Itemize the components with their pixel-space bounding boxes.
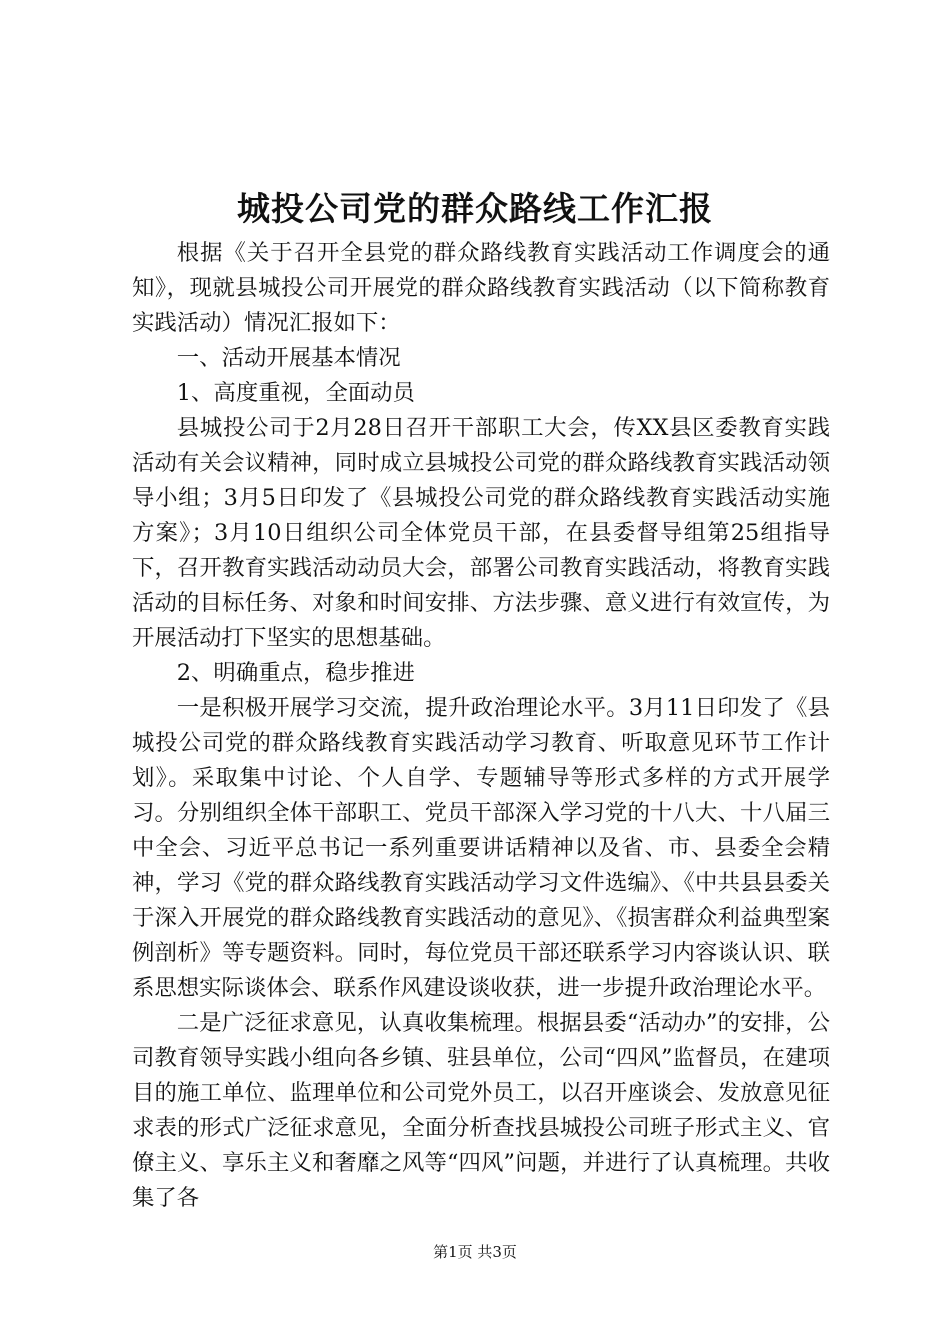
document-title: 城投公司党的群众路线工作汇报 — [237, 189, 713, 228]
paragraph-opinions: 二是广泛征求意见，认真收集梳理。根据县委“活动办”的安排，公司教育领导实践小组向各乡镇、驻县单位，公司“四风”监督员，在建项目的施工单位、监理单位和公司党外员工，以召开座谈会、发放意见征求表的形式广泛征求意见，全面分析查找县城投公司班子形式主义、官僚主义、享乐主义和奢靡之风等“四风”问题，并进行了认真梳理。共收集了各 — [132, 1010, 830, 1211]
heading-section-1: 一、活动开展基本情况 — [176, 345, 401, 371]
paragraph-mobilization: 县城投公司于2月28日召开干部职工大会，传XX县区委教育实践活动有关会议精神，同时成立县城投公司党的群众路线教育实践活动领导小组；3月5日印发了《县城投公司党的群众路线教育实践活动实施方案》；3月10日组织公司全体党员干部，在县委督导组第25组指导下，召开教育实践活动动员大会，部署公司教育实践活动，将教育实践活动的目标任务、对象和时间安排、方法步骤、意义进行有效宣传，为开展活动打下坚实的思想基础。 — [132, 415, 830, 651]
paragraph-study: 一是积极开展学习交流，提升政治理论水平。3月11日印发了《县城投公司党的群众路线教育实践活动学习教育、听取意见环节工作计划》。采取集中讨论、个人自学、专题辅导等形式多样的方式开展学习。分别组织全体干部职工、党员干部深入学习党的十八大、十八届三中全会、习近平总书记一系列重要讲话精神以及省、市、县委全会精神，学习《党的群众路线教育实践活动学习文件选编》、《中共县县委关于深入开展党的群众路线教育实践活动的意见》、《损害群众利益典型案例剖析》等专题资料。同时，每位党员干部还联系学习内容谈认识、联系思想实际谈体会、联系作风建设谈收获，进一步提升政治理论水平。 — [132, 695, 830, 1001]
document-body — [132, 236, 830, 1216]
paragraph-intro: 根据《关于召开全县党的群众路线教育实践活动工作调度会的通知》，现就县城投公司开展党的群众路线教育实践活动（以下简称教育实践活动）情况汇报如下： — [132, 240, 830, 336]
subheading-1: 1、高度重视，全面动员 — [176, 380, 415, 406]
subheading-2: 2、明确重点，稳步推进 — [176, 660, 415, 686]
page-footer: 第1页 共3页 — [433, 1243, 517, 1261]
